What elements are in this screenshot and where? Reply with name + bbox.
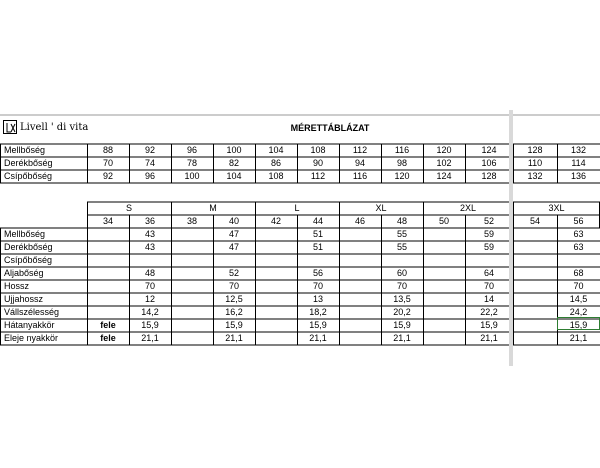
body-value-cell: 70	[102, 158, 113, 168]
garment-row-prefix: fele	[100, 320, 116, 330]
garment-value-cell: 59	[483, 242, 494, 252]
body-value-cell: 106	[481, 158, 497, 168]
garment-row-label: Csípőbőség	[4, 255, 53, 265]
garment-value-cell	[213, 254, 255, 267]
body-value-cell: 98	[396, 158, 407, 168]
garment-value-cell: 22,2	[480, 307, 498, 317]
garment-value-cell: 48	[144, 268, 155, 278]
garment-value-cell: 47	[228, 229, 239, 239]
body-value-cell: 86	[270, 158, 281, 168]
garment-value-cell: 21,1	[393, 333, 411, 343]
body-value-cell: 136	[570, 171, 587, 181]
garment-value-cell: 56	[312, 268, 323, 278]
body-value-cell: 82	[228, 158, 239, 168]
garment-value-cell: 60	[396, 268, 407, 278]
garment-value-cell: 15,9	[141, 320, 159, 330]
body-value-cell: 108	[310, 145, 326, 155]
body-value-cell: 128	[527, 145, 543, 155]
size-group-header: 3XL	[548, 203, 565, 213]
garment-row-label: Derékbőség	[4, 242, 53, 252]
body-row-label: Derékbőség	[4, 158, 53, 168]
body-value-cell: 112	[352, 145, 368, 155]
size-group-header: 2XL	[459, 203, 476, 213]
garment-value-cell: 12	[144, 294, 155, 304]
size-group-header: XL	[375, 203, 387, 213]
garment-value-cell: 70	[144, 281, 155, 291]
body-value-cell: 94	[354, 158, 365, 168]
garment-value-cell: 70	[396, 281, 407, 291]
size-group-header: L	[294, 203, 300, 213]
sub-size-header: 40	[228, 216, 239, 226]
garment-value-cell	[557, 254, 600, 267]
garment-value-cell: 70	[483, 281, 494, 291]
sub-size-header: 54	[529, 216, 540, 226]
body-value-cell: 78	[186, 158, 197, 168]
garment-row-label: Mellbőség	[4, 229, 46, 239]
selected-cell-outline	[557, 317, 600, 330]
size-chart-sheet	[0, 110, 600, 366]
garment-value-cell: 13,5	[393, 294, 411, 304]
garment-value-cell: 51	[312, 229, 323, 239]
garment-value-cell	[297, 254, 339, 267]
garment-row-label: Vállszélesség	[4, 307, 60, 317]
garment-value-cell	[381, 254, 423, 267]
garment-value-cell: 14	[483, 294, 494, 304]
garment-value-cell: 15,9	[225, 320, 243, 330]
garment-value-cell	[465, 254, 513, 267]
sub-size-header: 36	[144, 216, 155, 226]
garment-value-cell: 20,2	[393, 307, 411, 317]
brand-mark-icon	[3, 120, 17, 134]
garment-value-cell: 70	[573, 281, 584, 291]
garment-value-cell: 15,9	[393, 320, 411, 330]
body-value-cell: 132	[527, 171, 543, 181]
body-value-cell: 110	[527, 158, 543, 168]
garment-value-cell: 70	[312, 281, 323, 291]
body-value-cell: 102	[436, 158, 452, 168]
sub-size-header: 44	[312, 216, 323, 226]
garment-value-cell: 51	[312, 242, 323, 252]
size-group-header: S	[125, 203, 132, 213]
garment-value-cell: 63	[573, 242, 584, 252]
garment-value-cell: 52	[228, 268, 239, 278]
garment-value-cell: 15,9	[480, 320, 498, 330]
garment-row-label: Aljabőség	[4, 268, 44, 278]
sub-size-header: 34	[102, 216, 113, 226]
garment-value-cell: 21,1	[480, 333, 498, 343]
body-row-label: Mellbőség	[4, 145, 46, 155]
garment-value-cell: 18,2	[309, 307, 327, 317]
body-value-cell: 116	[352, 171, 368, 181]
body-value-cell: 96	[144, 171, 155, 181]
garment-value-cell: 12,5	[225, 294, 243, 304]
body-value-cell: 132	[570, 145, 587, 155]
garment-value-cell: 21,1	[569, 333, 588, 343]
garment-value-cell: 13	[312, 294, 323, 304]
garment-value-cell: 70	[228, 281, 239, 291]
body-value-cell: 120	[436, 145, 452, 155]
sub-size-header: 38	[186, 216, 197, 226]
body-value-cell: 74	[144, 158, 155, 168]
body-value-cell: 88	[102, 145, 113, 155]
body-value-cell: 96	[186, 145, 197, 155]
garment-value-cell: 15,9	[309, 320, 327, 330]
sub-size-header: 46	[354, 216, 365, 226]
garment-value-cell: 16,2	[225, 307, 243, 317]
size-group-header: M	[209, 203, 217, 213]
body-value-cell: 114	[571, 158, 586, 168]
sub-size-header: 42	[270, 216, 281, 226]
garment-value-cell: 55	[396, 242, 407, 252]
body-row-label: Csípőbőség	[4, 171, 53, 181]
body-value-cell: 90	[312, 158, 323, 168]
garment-value-cell	[129, 254, 171, 267]
garment-value-cell: 59	[483, 229, 494, 239]
body-value-cell: 116	[394, 145, 410, 155]
body-value-cell: 120	[394, 171, 410, 181]
garment-value-cell: 24,2	[569, 307, 588, 317]
sub-size-header: 50	[438, 216, 449, 226]
garment-value-cell: 14,5	[569, 294, 588, 304]
garment-row-label: Hátanyakkör	[4, 320, 55, 330]
garment-value-cell: 21,1	[309, 333, 327, 343]
sub-size-header: 48	[396, 216, 407, 226]
garment-value-cell: 47	[228, 242, 239, 252]
garment-row-label: Ujjahossz	[4, 294, 44, 304]
garment-value-cell: 43	[144, 242, 155, 252]
body-value-cell: 92	[144, 145, 155, 155]
garment-value-cell: 21,1	[225, 333, 243, 343]
body-value-cell: 112	[310, 171, 326, 181]
body-value-cell: 104	[226, 171, 242, 181]
body-value-cell: 124	[436, 171, 452, 181]
body-value-cell: 104	[268, 145, 284, 155]
brand-name: Livell	[20, 121, 48, 133]
body-value-cell: 128	[481, 171, 497, 181]
garment-value-cell: 15,9	[569, 320, 588, 330]
garment-value-cell: 21,1	[141, 333, 159, 343]
body-value-cell: 108	[268, 171, 284, 181]
garment-value-cell: 64	[483, 268, 494, 278]
garment-value-cell: 63	[573, 229, 584, 239]
garment-value-cell: 43	[144, 229, 155, 239]
brand-logo	[3, 119, 88, 135]
sub-size-header: 56	[573, 216, 584, 226]
brand-suffix: ' di vita	[50, 121, 89, 133]
body-value-cell: 92	[102, 171, 113, 181]
sub-size-header: 52	[483, 216, 494, 226]
body-value-cell: 100	[184, 171, 200, 181]
page-title: MÉRETTÁBLÁZAT	[290, 123, 370, 133]
body-value-cell: 124	[481, 145, 497, 155]
garment-value-cell: 55	[396, 229, 407, 239]
garment-row-prefix: fele	[100, 333, 116, 343]
garment-row-label: Eleje nyakkör	[4, 333, 59, 343]
garment-value-cell: 68	[573, 268, 584, 278]
body-value-cell: 100	[226, 145, 242, 155]
garment-row-label: Hossz	[4, 281, 30, 291]
garment-value-cell: 14,2	[141, 307, 159, 317]
